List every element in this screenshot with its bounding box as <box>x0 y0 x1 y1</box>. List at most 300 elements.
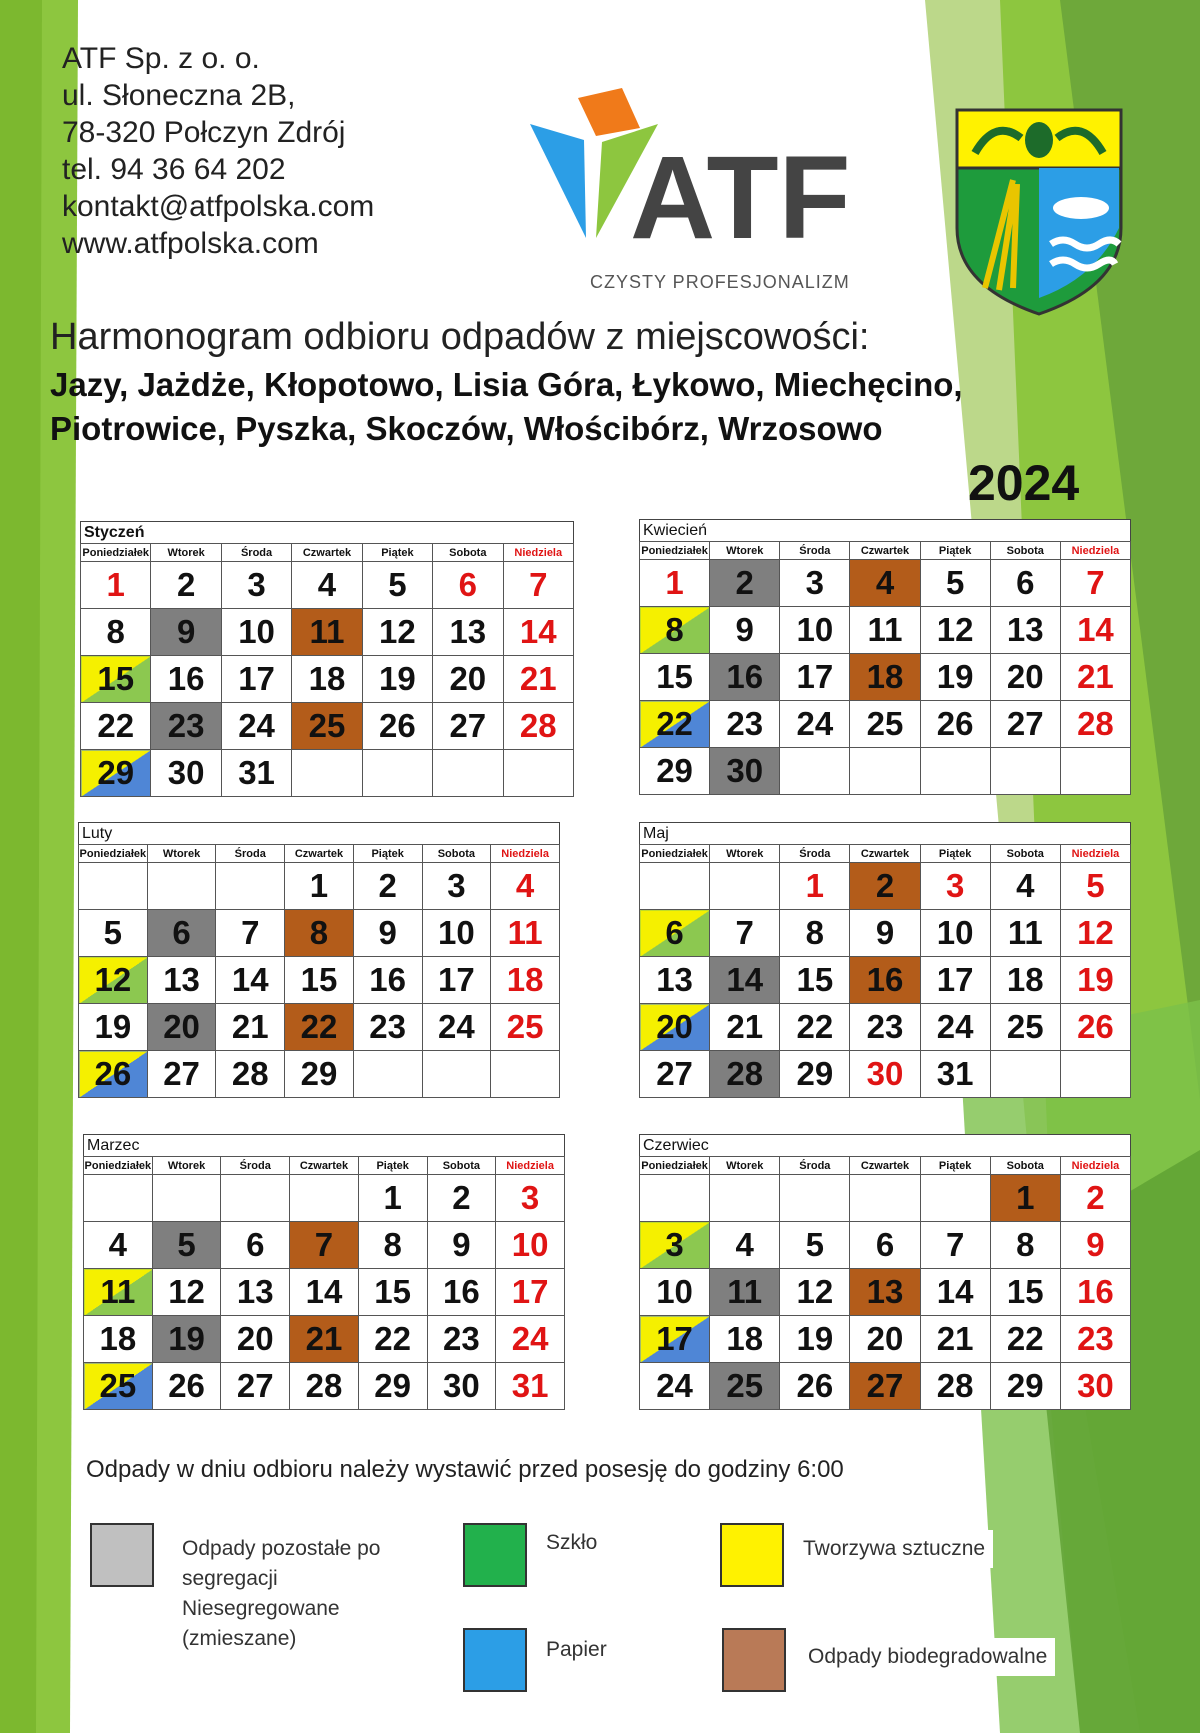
day-cell <box>221 1222 290 1269</box>
day-cell <box>990 1004 1060 1051</box>
day-cell <box>990 863 1060 910</box>
day-number: 10 <box>796 611 834 648</box>
day-number: 8 <box>383 1226 402 1263</box>
day-cell <box>362 656 432 703</box>
day-number: 8 <box>106 613 125 650</box>
day-number: 29 <box>796 1055 834 1092</box>
day-cell <box>151 562 221 609</box>
day-cell <box>221 1363 290 1410</box>
day-number: 21 <box>936 1320 974 1357</box>
day-cell <box>433 703 503 750</box>
weekday-header: Czwartek <box>850 542 920 560</box>
day-cell <box>221 750 291 797</box>
day-number: 12 <box>168 1273 205 1310</box>
day-cell <box>151 609 221 656</box>
weekday-header: Piątek <box>358 1157 427 1175</box>
day-cell <box>79 910 148 957</box>
day-number: 29 <box>97 754 135 791</box>
day-number: 15 <box>97 660 135 697</box>
day-cell <box>362 703 432 750</box>
day-number: 25 <box>308 707 346 744</box>
weekday-header: Wtorek <box>710 1157 780 1175</box>
day-cell <box>640 1004 710 1051</box>
day-number: 15 <box>1006 1273 1044 1310</box>
day-cell <box>216 910 285 957</box>
month-name: Styczeń <box>80 521 574 543</box>
day-cell <box>221 609 291 656</box>
day-number: 16 <box>443 1273 480 1310</box>
day-number: 5 <box>388 566 407 603</box>
empty-cell <box>920 1175 990 1222</box>
day-number: 8 <box>1016 1226 1035 1263</box>
weekday-header: Środa <box>221 1157 290 1175</box>
day-number: 20 <box>449 660 487 697</box>
empty-cell <box>353 1051 422 1098</box>
company-name: ATF Sp. z o. o. <box>62 42 260 75</box>
day-cell <box>990 560 1060 607</box>
day-cell <box>1060 1222 1130 1269</box>
day-number: 14 <box>1077 611 1114 648</box>
day-cell <box>353 863 422 910</box>
day-cell <box>710 607 780 654</box>
day-cell <box>780 1316 850 1363</box>
day-number: 6 <box>458 566 477 603</box>
day-number: 13 <box>163 961 200 998</box>
day-number: 3 <box>945 867 965 904</box>
weekday-header: Czwartek <box>292 544 362 562</box>
empty-cell <box>710 1175 780 1222</box>
day-number: 5 <box>805 1226 825 1263</box>
weekday-header: Piątek <box>920 542 990 560</box>
day-cell <box>503 562 573 609</box>
day-number: 4 <box>1016 867 1035 904</box>
day-cell <box>850 1363 920 1410</box>
day-cell <box>710 560 780 607</box>
day-number: 30 <box>443 1367 480 1404</box>
day-cell <box>151 750 221 797</box>
day-number: 8 <box>665 611 684 648</box>
legend-label-mixed-line-1: Odpady pozostałe po <box>182 1537 381 1560</box>
day-number: 22 <box>300 1008 338 1045</box>
day-number: 28 <box>519 707 557 744</box>
day-number: 24 <box>656 1367 693 1404</box>
legend-label-glass: Szkło <box>538 1524 605 1562</box>
day-number: 28 <box>305 1367 343 1404</box>
day-number: 13 <box>449 613 487 650</box>
day-number: 3 <box>447 867 466 904</box>
day-number: 12 <box>936 611 974 648</box>
day-number: 6 <box>246 1226 265 1263</box>
weekday-header: Niedziela <box>496 1157 565 1175</box>
day-cell <box>710 1051 780 1098</box>
day-cell <box>920 1269 990 1316</box>
weekday-header: Niedziela <box>491 845 560 863</box>
schedule-heading: Harmonogram odbioru odpadów z miejscowości: <box>50 316 870 358</box>
day-cell <box>710 654 780 701</box>
day-number: 5 <box>945 564 965 601</box>
day-cell <box>1060 957 1130 1004</box>
day-number: 21 <box>519 660 557 697</box>
day-number: 17 <box>511 1273 549 1310</box>
day-number: 28 <box>231 1055 269 1092</box>
day-number: 25 <box>726 1367 764 1404</box>
day-number: 11 <box>1007 914 1043 951</box>
day-number: 11 <box>727 1273 763 1310</box>
day-cell <box>285 1051 354 1098</box>
day-cell <box>1060 1363 1130 1410</box>
day-cell <box>285 910 354 957</box>
towns-line-1: Jazy, Jażdże, Kłopotowo, Lisia Góra, Łykowo, Miechęcino, <box>50 366 963 403</box>
day-cell <box>780 1004 850 1051</box>
day-cell <box>358 1175 427 1222</box>
day-number: 20 <box>656 1008 693 1045</box>
day-number: 2 <box>735 564 754 601</box>
day-cell <box>920 957 990 1004</box>
day-cell <box>503 609 573 656</box>
day-number: 17 <box>656 1320 693 1357</box>
day-cell <box>358 1363 427 1410</box>
day-number: 10 <box>511 1226 549 1263</box>
towns-list <box>50 363 963 451</box>
day-cell <box>427 1175 496 1222</box>
day-number: 3 <box>665 1226 684 1263</box>
day-cell <box>850 607 920 654</box>
day-number: 26 <box>94 1055 132 1092</box>
day-number: 2 <box>1086 1179 1105 1216</box>
day-number: 30 <box>1077 1367 1114 1404</box>
weekday-header: Sobota <box>427 1157 496 1175</box>
coat-of-arms <box>955 108 1123 316</box>
day-cell <box>151 703 221 750</box>
company-contact <box>62 40 374 262</box>
day-cell <box>358 1222 427 1269</box>
weekday-header: Sobota <box>433 544 503 562</box>
day-number: 11 <box>100 1273 136 1310</box>
day-cell <box>710 957 780 1004</box>
day-number: 30 <box>167 754 205 791</box>
day-number: 25 <box>866 705 904 742</box>
day-cell <box>427 1363 496 1410</box>
day-cell <box>221 703 291 750</box>
day-cell <box>216 1051 285 1098</box>
day-cell <box>990 957 1060 1004</box>
day-cell <box>496 1363 565 1410</box>
weekday-header: Czwartek <box>290 1157 359 1175</box>
day-cell <box>850 1051 920 1098</box>
day-number: 24 <box>438 1008 475 1045</box>
day-cell <box>285 1004 354 1051</box>
day-number: 7 <box>314 1226 334 1263</box>
day-cell <box>433 656 503 703</box>
day-number: 2 <box>452 1179 471 1216</box>
day-cell <box>710 1269 780 1316</box>
day-cell <box>221 1269 290 1316</box>
day-number: 27 <box>163 1055 200 1092</box>
day-number: 18 <box>726 1320 764 1357</box>
day-cell <box>84 1316 153 1363</box>
empty-cell <box>850 748 920 795</box>
day-cell <box>290 1363 359 1410</box>
weekday-header: Czwartek <box>850 1157 920 1175</box>
day-cell <box>503 703 573 750</box>
empty-cell <box>990 748 1060 795</box>
day-number: 11 <box>507 914 543 951</box>
day-cell <box>147 1004 216 1051</box>
day-number: 21 <box>1077 658 1114 695</box>
day-number: 1 <box>805 867 825 904</box>
empty-cell <box>640 1175 710 1222</box>
day-number: 1 <box>309 867 329 904</box>
day-cell <box>850 560 920 607</box>
weekday-header: Sobota <box>990 845 1060 863</box>
day-number: 12 <box>94 961 132 998</box>
day-cell <box>780 1269 850 1316</box>
day-number: 25 <box>99 1367 137 1404</box>
weekday-header: Niedziela <box>1060 845 1130 863</box>
day-number: 18 <box>308 660 346 697</box>
day-cell <box>152 1269 221 1316</box>
day-cell <box>640 560 710 607</box>
day-cell <box>152 1316 221 1363</box>
day-cell <box>920 1222 990 1269</box>
day-cell <box>496 1222 565 1269</box>
day-cell <box>1060 607 1130 654</box>
day-cell <box>422 910 491 957</box>
day-cell <box>79 1051 148 1098</box>
day-cell <box>920 1363 990 1410</box>
day-number: 14 <box>305 1273 343 1310</box>
day-number: 7 <box>1086 564 1105 601</box>
day-number: 23 <box>1077 1320 1114 1357</box>
day-number: 14 <box>231 961 269 998</box>
day-number: 26 <box>379 707 416 744</box>
day-number: 12 <box>796 1273 834 1310</box>
day-cell <box>422 957 491 1004</box>
day-number: 7 <box>735 914 754 951</box>
day-number: 4 <box>317 566 337 603</box>
logo-tagline: CZYSTY PROFESJONALIZM <box>590 272 850 292</box>
day-number: 9 <box>452 1226 471 1263</box>
day-number: 10 <box>238 613 275 650</box>
day-number: 15 <box>796 961 834 998</box>
day-cell <box>496 1269 565 1316</box>
calendar-month-march <box>83 1134 565 1410</box>
legend-label-plastic: Tworzywa sztuczne <box>795 1530 993 1568</box>
empty-cell <box>850 1175 920 1222</box>
day-number: 27 <box>656 1055 693 1092</box>
weekday-header: Piątek <box>920 1157 990 1175</box>
weekday-header: Środa <box>216 845 285 863</box>
weekday-header: Piątek <box>920 845 990 863</box>
weekday-header: Poniedziałek <box>79 845 148 863</box>
day-number: 13 <box>866 1273 904 1310</box>
day-number: 22 <box>97 707 135 744</box>
day-number: 18 <box>1006 961 1044 998</box>
day-cell <box>990 607 1060 654</box>
day-number: 15 <box>656 658 693 695</box>
day-cell <box>920 1004 990 1051</box>
day-number: 5 <box>103 914 123 951</box>
day-number: 28 <box>726 1055 764 1092</box>
day-cell <box>710 748 780 795</box>
day-number: 18 <box>506 961 544 998</box>
day-cell <box>640 957 710 1004</box>
day-number: 20 <box>236 1320 274 1357</box>
company-email[interactable]: kontakt@atfpolska.com <box>62 190 375 223</box>
company-phone: tel. 94 36 64 202 <box>62 153 286 186</box>
day-number: 1 <box>383 1179 402 1216</box>
weekday-header: Niedziela <box>503 544 573 562</box>
day-cell <box>292 562 362 609</box>
day-cell <box>1060 1316 1130 1363</box>
day-cell <box>780 910 850 957</box>
weekday-header: Środa <box>780 1157 850 1175</box>
empty-cell <box>503 750 573 797</box>
day-cell <box>1060 701 1130 748</box>
day-number: 13 <box>1006 611 1044 648</box>
empty-cell <box>362 750 432 797</box>
day-number: 14 <box>519 613 557 650</box>
day-number: 22 <box>1006 1320 1044 1357</box>
weekday-header: Poniedziałek <box>84 1157 153 1175</box>
day-number: 6 <box>875 1226 895 1263</box>
day-cell <box>290 1222 359 1269</box>
day-cell <box>640 910 710 957</box>
day-cell <box>1060 863 1130 910</box>
day-number: 10 <box>656 1273 693 1310</box>
weekday-header: Niedziela <box>1060 1157 1130 1175</box>
day-number: 14 <box>936 1273 974 1310</box>
day-number: 21 <box>231 1008 269 1045</box>
day-number: 23 <box>369 1008 407 1045</box>
day-number: 26 <box>796 1367 834 1404</box>
day-number: 10 <box>936 914 974 951</box>
day-number: 19 <box>796 1320 834 1357</box>
weekday-header: Wtorek <box>151 544 221 562</box>
legend-swatch-mixed <box>90 1523 154 1587</box>
day-cell <box>491 957 560 1004</box>
empty-cell <box>920 748 990 795</box>
day-cell <box>920 863 990 910</box>
day-number: 19 <box>1077 961 1114 998</box>
day-cell <box>151 656 221 703</box>
day-number: 13 <box>656 961 693 998</box>
legend-label-mixed-line-3: Niesegregowane <box>182 1597 340 1620</box>
day-cell <box>221 656 291 703</box>
day-number: 11 <box>309 613 345 650</box>
day-cell <box>850 957 920 1004</box>
weekday-header: Czwartek <box>285 845 354 863</box>
weekday-header: Czwartek <box>850 845 920 863</box>
day-number: 24 <box>511 1320 549 1357</box>
company-city: 78-320 Połczyn Zdrój <box>62 116 346 149</box>
day-number: 20 <box>866 1320 904 1357</box>
day-number: 20 <box>163 1008 200 1045</box>
calendar-month-april <box>639 519 1131 795</box>
day-cell <box>990 910 1060 957</box>
day-cell <box>216 957 285 1004</box>
company-website[interactable]: www.atfpolska.com <box>62 227 319 260</box>
day-number: 26 <box>168 1367 205 1404</box>
day-cell <box>496 1316 565 1363</box>
empty-cell <box>1060 1051 1130 1098</box>
day-number: 21 <box>305 1320 343 1357</box>
day-cell <box>292 609 362 656</box>
day-cell <box>780 957 850 1004</box>
day-number: 19 <box>379 660 416 697</box>
day-number: 23 <box>866 1008 904 1045</box>
empty-cell <box>147 863 216 910</box>
day-cell <box>358 1316 427 1363</box>
day-number: 7 <box>945 1226 965 1263</box>
weekday-header: Sobota <box>990 542 1060 560</box>
day-cell <box>710 1363 780 1410</box>
day-number: 2 <box>875 867 895 904</box>
day-number: 2 <box>176 566 196 603</box>
legend-swatch-paper <box>463 1628 527 1692</box>
day-number: 9 <box>1086 1226 1105 1263</box>
day-number: 9 <box>176 613 196 650</box>
day-number: 31 <box>511 1367 549 1404</box>
day-cell <box>920 560 990 607</box>
day-cell <box>780 701 850 748</box>
day-number: 19 <box>936 658 974 695</box>
weekday-header: Poniedziałek <box>640 542 710 560</box>
day-number: 28 <box>1077 705 1114 742</box>
day-number: 8 <box>805 914 825 951</box>
day-cell <box>780 654 850 701</box>
day-number: 16 <box>1077 1273 1114 1310</box>
day-number: 9 <box>378 914 397 951</box>
day-number: 13 <box>236 1273 274 1310</box>
day-cell <box>422 863 491 910</box>
day-number: 23 <box>726 705 764 742</box>
legend-swatch-bio <box>722 1628 786 1692</box>
day-number: 29 <box>1006 1367 1044 1404</box>
day-number: 18 <box>99 1320 137 1357</box>
day-cell <box>147 1051 216 1098</box>
day-number: 9 <box>735 611 754 648</box>
day-cell <box>84 1363 153 1410</box>
empty-cell <box>292 750 362 797</box>
day-cell <box>850 1269 920 1316</box>
day-number: 22 <box>796 1008 834 1045</box>
day-cell <box>358 1269 427 1316</box>
legend-swatch-glass <box>463 1523 527 1587</box>
day-number: 21 <box>726 1008 764 1045</box>
day-number: 27 <box>1006 705 1044 742</box>
day-cell <box>710 1316 780 1363</box>
day-number: 16 <box>167 660 205 697</box>
day-cell <box>353 910 422 957</box>
day-number: 7 <box>241 914 260 951</box>
day-number: 7 <box>529 566 548 603</box>
legend-label-paper: Papier <box>538 1631 615 1669</box>
day-number: 17 <box>796 658 834 695</box>
weekday-header: Środa <box>780 845 850 863</box>
logo-text: ATF <box>630 132 851 264</box>
day-number: 16 <box>369 961 407 998</box>
day-number: 3 <box>520 1179 540 1216</box>
pickup-time-note: Odpady w dniu odbioru należy wystawić przed posesję do godziny 6:00 <box>86 1456 844 1483</box>
day-cell <box>920 654 990 701</box>
day-number: 1 <box>106 566 125 603</box>
day-cell <box>640 1363 710 1410</box>
day-cell <box>990 701 1060 748</box>
day-cell <box>850 1222 920 1269</box>
day-cell <box>353 957 422 1004</box>
day-cell <box>850 1004 920 1051</box>
